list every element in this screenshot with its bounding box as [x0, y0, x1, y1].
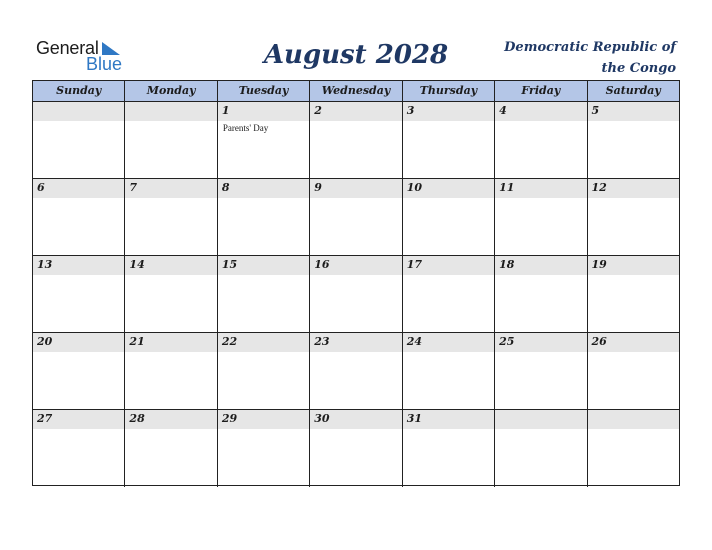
- day-number: 29: [221, 412, 238, 425]
- day-number: 26: [591, 335, 607, 348]
- day-number-band: [588, 410, 679, 429]
- day-cell[interactable]: [403, 333, 495, 409]
- day-cell[interactable]: [218, 256, 310, 332]
- day-number: 23: [314, 335, 330, 348]
- day-cell[interactable]: [310, 256, 402, 332]
- day-number-band: [403, 333, 494, 352]
- weekday-header-0: Sunday: [33, 81, 125, 101]
- calendar-grid: [32, 80, 680, 486]
- week-row: [33, 256, 679, 333]
- day-number-band: [495, 256, 586, 275]
- weekday-header-1: Monday: [125, 81, 217, 101]
- day-number-band: [495, 333, 586, 352]
- day-cell[interactable]: [495, 410, 587, 487]
- day-number-band: [310, 333, 401, 352]
- day-cell[interactable]: [218, 179, 310, 255]
- day-cell[interactable]: [125, 333, 217, 409]
- day-number: 19: [591, 258, 607, 271]
- day-number-band: [495, 179, 586, 198]
- day-number-band: [125, 256, 216, 275]
- day-cell[interactable]: [218, 333, 310, 409]
- day-number: 3: [406, 104, 415, 117]
- day-number: 10: [406, 181, 422, 194]
- day-number-band: [310, 179, 401, 198]
- day-number: 18: [499, 258, 515, 271]
- week-row: [33, 333, 679, 410]
- day-cell[interactable]: [218, 102, 310, 178]
- weekday-header-4: Thursday: [403, 81, 495, 101]
- day-cell[interactable]: [33, 333, 125, 409]
- day-cell[interactable]: [33, 102, 125, 178]
- day-cell[interactable]: [403, 410, 495, 487]
- day-number-band: [403, 410, 494, 429]
- day-number: 20: [37, 335, 53, 348]
- day-number: 24: [406, 335, 422, 348]
- day-number: 7: [129, 181, 138, 194]
- day-number-band: [125, 410, 216, 429]
- weekday-header-5: Friday: [495, 81, 587, 101]
- weekday-header-2: Tuesday: [218, 81, 310, 101]
- day-number-band: [125, 333, 216, 352]
- week-row: [33, 410, 679, 487]
- day-number: 22: [221, 335, 238, 348]
- weekday-header-6: Saturday: [605, 84, 661, 97]
- day-cell[interactable]: [495, 333, 587, 409]
- day-number: 27: [37, 412, 53, 425]
- country-name: [486, 37, 676, 79]
- day-number: 21: [129, 335, 145, 348]
- day-number-band: [33, 102, 124, 121]
- day-number-band: [310, 410, 401, 429]
- brand-logo: [36, 38, 136, 78]
- day-number-band: [495, 102, 586, 121]
- country-line-2: the Congo: [601, 61, 676, 76]
- day-number: 1: [221, 104, 230, 117]
- day-number: 14: [129, 258, 145, 271]
- day-number: 15: [221, 258, 238, 271]
- day-cell[interactable]: [310, 410, 402, 487]
- logo-text-blue: Blue: [86, 54, 123, 74]
- day-number: 31: [406, 412, 422, 425]
- day-number: 5: [591, 104, 600, 117]
- day-number-band: [33, 256, 124, 275]
- day-number-band: [588, 102, 679, 121]
- day-number: 8: [221, 181, 230, 194]
- day-cell[interactable]: [403, 256, 495, 332]
- day-number-band: [125, 179, 216, 198]
- day-number-band: [403, 179, 494, 198]
- day-cell[interactable]: [310, 333, 402, 409]
- day-number-band: [403, 102, 494, 121]
- day-cell[interactable]: [125, 179, 217, 255]
- day-cell[interactable]: [588, 333, 679, 409]
- day-number: 4: [499, 104, 507, 117]
- day-cell[interactable]: [33, 179, 125, 255]
- country-line-1: Democratic Republic of: [504, 40, 676, 55]
- day-number-band: [403, 256, 494, 275]
- day-number: 13: [37, 258, 53, 271]
- day-cell[interactable]: [495, 256, 587, 332]
- day-number-band: [310, 256, 401, 275]
- day-number: 11: [499, 181, 515, 194]
- day-cell[interactable]: [588, 410, 679, 487]
- day-event: Parents' Day: [222, 123, 269, 133]
- day-number-band: [588, 333, 679, 352]
- day-number-band: [218, 410, 309, 429]
- day-cell[interactable]: [125, 410, 217, 487]
- day-number-band: [33, 410, 124, 429]
- day-cell[interactable]: [33, 410, 125, 487]
- day-cell[interactable]: [33, 256, 125, 332]
- week-row: [33, 102, 679, 179]
- day-number-band: [588, 256, 679, 275]
- day-cell[interactable]: [403, 179, 495, 255]
- day-cell[interactable]: [588, 102, 679, 178]
- day-cell[interactable]: [495, 179, 587, 255]
- day-cell[interactable]: [125, 256, 217, 332]
- logo-text-general: General: [36, 38, 99, 58]
- day-number-band: [33, 333, 124, 352]
- day-number-band: [33, 179, 124, 198]
- day-number-band: [218, 102, 309, 121]
- day-number: 6: [37, 181, 45, 194]
- day-number: 30: [314, 412, 330, 425]
- day-number-band: [218, 333, 309, 352]
- day-number: 25: [499, 335, 515, 348]
- day-number: 16: [314, 258, 330, 271]
- day-number: 12: [591, 181, 607, 194]
- day-number-band: [218, 256, 309, 275]
- day-number: 9: [314, 181, 322, 194]
- day-cell[interactable]: [218, 410, 310, 487]
- day-cell[interactable]: [588, 256, 679, 332]
- day-cell[interactable]: [588, 179, 679, 255]
- day-number-band: [125, 102, 216, 121]
- weekday-header-row: [33, 81, 679, 102]
- calendar-title: August 2028: [263, 40, 449, 70]
- day-number-band: [588, 179, 679, 198]
- day-number: 28: [129, 412, 145, 425]
- day-cell[interactable]: [403, 102, 495, 178]
- day-number: 2: [314, 104, 322, 117]
- day-cell[interactable]: [310, 102, 402, 178]
- day-cell[interactable]: [125, 102, 217, 178]
- day-number-band: [495, 410, 586, 429]
- day-number: 17: [406, 258, 422, 271]
- weeks-container: [33, 102, 679, 487]
- weekday-header-3: Wednesday: [310, 81, 402, 101]
- day-cell[interactable]: [310, 179, 402, 255]
- day-cell[interactable]: [495, 102, 587, 178]
- week-row: [33, 179, 679, 256]
- day-number-band: [218, 179, 309, 198]
- day-number-band: [310, 102, 401, 121]
